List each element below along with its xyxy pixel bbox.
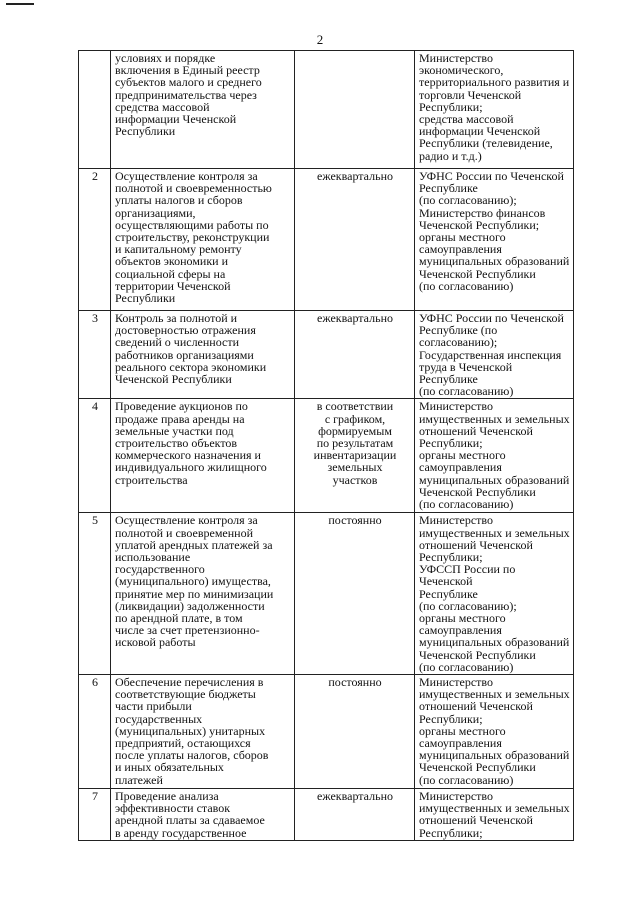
term-cell: в соответствии с графиком, формируемым по результатам инвентаризации земельных участков	[313, 399, 397, 487]
page-number: 2	[316, 32, 324, 47]
responsible-cell: Министерство имущественных и земельных отношений Чеченской Республики; органы местного самоуправления муниципальных образований Чеченской Республики (по согласованию)	[419, 675, 570, 787]
responsible-cell: УФНС России по Чеченской Республике (по согласованию); Государственная инспекция труда в Чеченской Республике (по согласованию)	[419, 311, 564, 399]
term-cell: ежеквартально	[317, 169, 393, 183]
responsible-cell: Министерство экономического, территориального развития и торговли Чеченской Республики; средства массовой информации Чеченской Республики (телевидение, радио и т.д.)	[419, 51, 570, 163]
table-row	[79, 169, 574, 311]
action-cell: Контроль за полнотой и достоверностью отражения сведений о численности работников организациями реального сектора экономики Чеченской Республики	[115, 311, 267, 387]
action-cell: Проведение анализа эффективности ставок арендной платы за сдаваемое в аренду государственное	[115, 789, 265, 840]
table-row	[79, 311, 574, 399]
measures-table	[78, 50, 574, 841]
action-cell: Осуществление контроля за полнотой и своевременной уплатой арендных платежей за использование государственного (муниципального) имущества, принятие мер по минимизации (ликвидации) задолженности по арендной плате, в том числе за счет претензионно- исковой работы	[115, 513, 274, 650]
action-cell: Осуществление контроля за полнотой и своевременностью уплаты налогов и сборов организациями, осуществляющими работы по строительству, реконструкции и капитальному ремонту объектов экономики и социальной сферы на территории Чеченской Республики	[115, 169, 272, 306]
action-cell: Обеспечение перечисления в соответствующие бюджеты части прибыли государственных (муниципальных) унитарных предприятий, остающихся после уплаты налогов, сборов и иных обязательных платежей	[115, 675, 269, 787]
term-cell: ежеквартально	[317, 789, 393, 804]
table-row	[79, 675, 574, 789]
row-number	[79, 51, 111, 169]
corner-mark	[6, 3, 34, 5]
row-number: 4	[79, 399, 111, 513]
responsible-cell: Министерство имущественных и земельных отношений Чеченской Республики; органы местного самоуправления муниципальных образований Чеченской Республики (по согласованию)	[419, 399, 570, 512]
table-row	[79, 789, 574, 841]
row-number: 7	[79, 789, 111, 841]
row-number: 5	[79, 513, 111, 675]
table-row	[79, 51, 574, 169]
table-row	[79, 399, 574, 513]
term-cell: ежеквартально	[317, 311, 393, 325]
term-cell: постоянно	[328, 513, 382, 528]
action-cell: Проведение аукционов по продаже права аренды на земельные участки под строительство объектов коммерческого назначения и индивидуального жилищного строительства	[115, 399, 267, 487]
responsible-cell: Министерство имущественных и земельных отношений Чеченской Республики;	[419, 789, 570, 840]
term-cell: постоянно	[328, 675, 382, 690]
responsible-cell: Министерство имущественных и земельных отношений Чеченской Республики; УФССП России по Чеченской Республике (по согласованию); органы местного самоуправления муниципальных образований Чеченской Республики (по согласованию)	[419, 513, 570, 674]
table-row	[79, 513, 574, 675]
row-number: 2	[79, 169, 111, 311]
row-number: 6	[79, 675, 111, 789]
row-number: 3	[79, 311, 111, 399]
responsible-cell: УФНС России по Чеченской Республике (по согласованию); Министерство финансов Чеченской Республики; органы местного самоуправления муниципальных образований Чеченской Республики (по согласованию)	[419, 169, 570, 293]
action-cell: условиях и порядке включения в Единый реестр субъектов малого и среднего предпринимательства через средства массовой информации Чеченской Республики	[115, 51, 262, 139]
